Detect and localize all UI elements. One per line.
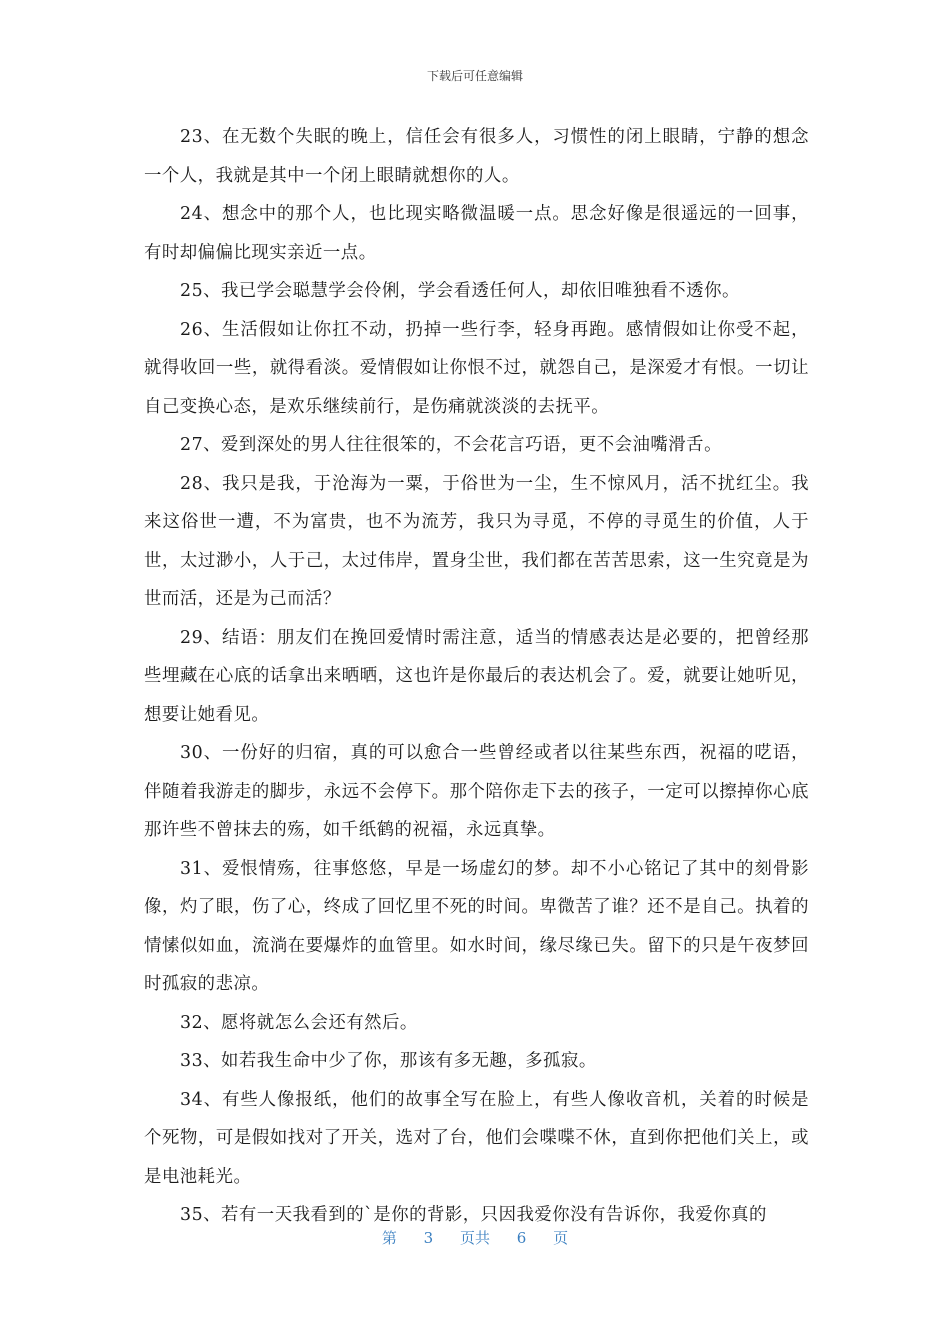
page-header: 下载后可任意编辑 [426,69,523,83]
paragraph: 34、有些人像报纸，他们的故事全写在脸上，有些人像收音机，关着的时候是个死物，可是假如找对了开关，选对了台，他们会喋喋不休，直到你把他们关上，或是电池耗光。 [144,1089,809,1187]
paragraph: 32、愿将就怎么会还有然后。 [180,1012,418,1033]
paragraph: 28、我只是我，于沧海为一粟，于俗世为一尘，生不惊风月，活不扰红尘。我来这俗世一遭，不为富贵，也不为流芳，我只为寻觅，不停的寻觅生的价值，人于世，太过渺小，人于己，太过伟岸，置身尘世，我们都在苦苦思索，这一生究竟是为世而活，还是为己而活？ [144,473,809,609]
document-body [144,118,809,1235]
paragraph: 24、想念中的那个人，也比现实略微温暖一点。思念好像是很遥远的一回事，有时却偏偏比现实亲近一点。 [144,204,809,263]
current-page-number: 3 [423,1229,434,1247]
paragraph: 26、生活假如让你扛不动，扔掉一些行李，轻身再跑。感情假如让你受不起，就得收回一些，就得看淡。爱情假如让你恨不过，就怨自己，是深爱才有恨。一切让自己变换心态，是欢乐继续前行，是伤痛就淡淡的去抚平。 [144,319,809,417]
paragraph: 27、爱到深处的男人往往很笨的，不会花言巧语，更不会油嘴滑舌。 [180,435,722,455]
paragraph: 30、一份好的归宿，真的可以愈合一些曾经或者以往某些东西，祝福的呓语，伴随着我游走的脚步，永远不会停下。那个陪你走下去的孩子，一定可以擦掉你心底那许些不曾抹去的殇，如千纸鹤的祝福，永远真挚。 [144,743,809,840]
paragraph: 25、我已学会聪慧学会伶俐，学会看透任何人，却依旧唯独看不透你。 [180,281,740,301]
paragraph: 35、若有一天我看到的`是你的背影，只因我爱你没有告诉你，我爱你真的 [180,1205,767,1225]
paragraph: 29、结语：朋友们在挽回爱情时需注意，适当的情感表达是必要的，把曾经那些埋藏在心底的话拿出来晒晒，这也许是你最后的表达机会了。爱，就要让她听见，想要让她看见。 [144,627,809,725]
page-footer [0,1227,950,1248]
total-pages-number: 6 [516,1229,527,1247]
paragraph: 33、如若我生命中少了你，那该有多无趣，多孤寂。 [180,1051,597,1071]
paragraph: 31、爱恨情殇，往事悠悠，早是一场虚幻的梦。却不小心铭记了其中的刻骨影像，灼了眼，伤了心，终成了回忆里不死的时间。卑微苦了谁？还不是自己。执着的情愫似如血，流淌在要爆炸的血管里。如水时间，缘尽缘已失。留下的只是午夜梦回时孤寂的悲凉。 [144,858,809,994]
paragraph: 23、在无数个失眠的晚上，信任会有很多人，习惯性的闭上眼睛，宁静的想念一个人，我就是其中一个闭上眼睛就想你的人。 [144,127,809,186]
footer-prefix: 第 [381,1229,397,1247]
footer-suffix: 页 [553,1229,569,1247]
footer-middle: 页共 [459,1229,490,1247]
